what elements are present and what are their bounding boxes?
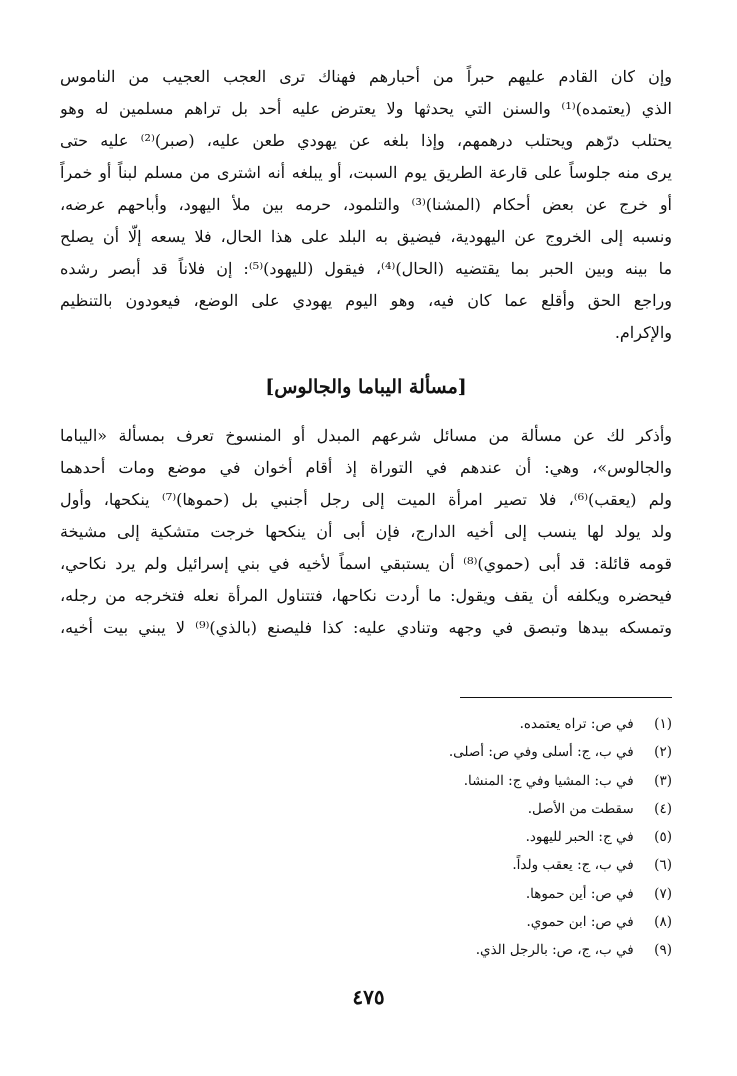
- footnote-text: في ب، ج، ص: بالرجل الذي.: [475, 942, 634, 959]
- paragraph-line: ونسبه إلى الخروج عن اليهودية، فيضيق به البلد على هذا الحال، فلا يسعه إلّا أن يصلح: [60, 227, 672, 246]
- footnote: [200, 908, 672, 936]
- footnote-text: في ب: المشيا وفي ج: المنشا.: [463, 772, 634, 789]
- paragraph-line: يحتلب درّهم ويحتلب درهمهم، وإذا بلغه عن يهودي طعن عليه، (صبر)⁽²⁾ عليه حتى: [60, 131, 672, 150]
- footnote-divider: [460, 697, 672, 698]
- footnote-text: في ص: ابن حموي.: [526, 914, 634, 931]
- footnote: [200, 738, 672, 766]
- footnote-text: في ب، ج: يعقب ولداً.: [512, 857, 634, 874]
- paragraph-line: والإكرام.: [614, 323, 672, 342]
- footnote-text: في ب، ج: أسلى وفي ص: أصلى.: [448, 744, 634, 761]
- footnote-number: (١): [654, 716, 672, 732]
- footnote: [200, 795, 672, 823]
- paragraph-2: [60, 420, 672, 644]
- footnote-number: (٥): [654, 829, 672, 846]
- footnote-text: في ص: أين حموها.: [525, 885, 634, 902]
- paragraph-line: ما بينه وبين الحبر بما يقتضيه (الحال)⁽⁴⁾، فيقول (لليهود)⁽⁵⁾: إن فلاناً قد أبصر رشده: [60, 259, 672, 278]
- footnote-number: (٦): [654, 857, 672, 874]
- paragraph-line: ولم (يعقب)⁽⁶⁾، فلا تصير امرأة الميت إلى رجل أجنبي بل (حموها)⁽⁷⁾ ينكحها، وأول: [60, 490, 672, 509]
- footnote: [200, 880, 672, 908]
- paragraph-line: ولد يولد لها ينسب إلى أخيه الدارج، فإن أبى أن ينكحها خرجت متشكية إلى مشيخة: [60, 522, 672, 541]
- footnote: [200, 767, 672, 795]
- paragraph-line: قومه قائلة: قد أبى (حموي)⁽⁸⁾ أن يستبقي اسماً لأخيه في بني إسرائيل ولم يرد نكاحي،: [60, 554, 672, 573]
- footnote-number: (٤): [654, 800, 672, 817]
- paragraph-line: وراجع الحق وأقلع عما كان فيه، وهو اليوم يهودي على الوضع، فيعودون بالتنظيم: [60, 291, 672, 310]
- footnote: [200, 851, 672, 879]
- paragraph-line: أو خرج عن بعض أحكام (المشنا)⁽³⁾ والتلمود، حرمه بين ملأ اليهود، وأباحهم عرضه،: [60, 195, 672, 214]
- paragraph-line: يرى منه جلوساً على قارعة الطريق يوم السبت، أو يبلغه أنه اشترى من مسلم لبناً أو خمراً: [60, 163, 672, 182]
- footnote-number: (٩): [654, 942, 672, 959]
- footnote: [200, 936, 672, 964]
- paragraph-line: وإن كان القادم عليهم حبراً من أحبارهم فهناك ترى العجب العجيب من الناموس: [60, 67, 672, 86]
- footnote-number: (٨): [654, 914, 672, 931]
- paragraph-1: [60, 61, 672, 349]
- section-heading: [مسألة اليباما والجالوس]: [265, 376, 467, 398]
- footnote-text: في ص: تراه يعتمده.: [519, 716, 634, 732]
- page-number: ٤٧٥: [352, 985, 385, 1009]
- paragraph-line: وتمسكه بيدها وتبصق في وجهه وتنادي عليه: كذا فليصنع (بالذي)⁽⁹⁾ لا يبني بيت أخيه،: [60, 618, 672, 637]
- footnote: [200, 710, 672, 738]
- footnotes: [200, 710, 672, 965]
- footnote-text: سقطت من الأصل.: [527, 800, 634, 817]
- footnote-number: (٧): [654, 885, 672, 902]
- footnote: [200, 823, 672, 851]
- footnote-text: في ج: الحبر لليهود.: [525, 829, 634, 846]
- paragraph-line: فيحضره ويكلفه أن يقف ويقول: ما أردت نكاحها، فتتناول المرأة نعله فتخرجه من رجله،: [60, 586, 672, 605]
- paragraph-line: الذي (يعتمده)⁽¹⁾ والسنن التي يحدثها ولا يعترض عليه أحد بل تراهم مسلمين له وهو: [60, 99, 672, 118]
- footnote-number: (٢): [654, 744, 672, 761]
- paragraph-line: وأذكر لك عن مسألة من مسائل شرعهم المبدل أو المنسوخ تعرف بمسألة «اليباما: [60, 426, 672, 445]
- footnote-number: (٣): [654, 772, 672, 789]
- paragraph-line: والجالوس»، وهي: أن عندهم في التوراة إذ أقام أخوان في موضع ومات أحدهما: [60, 458, 672, 477]
